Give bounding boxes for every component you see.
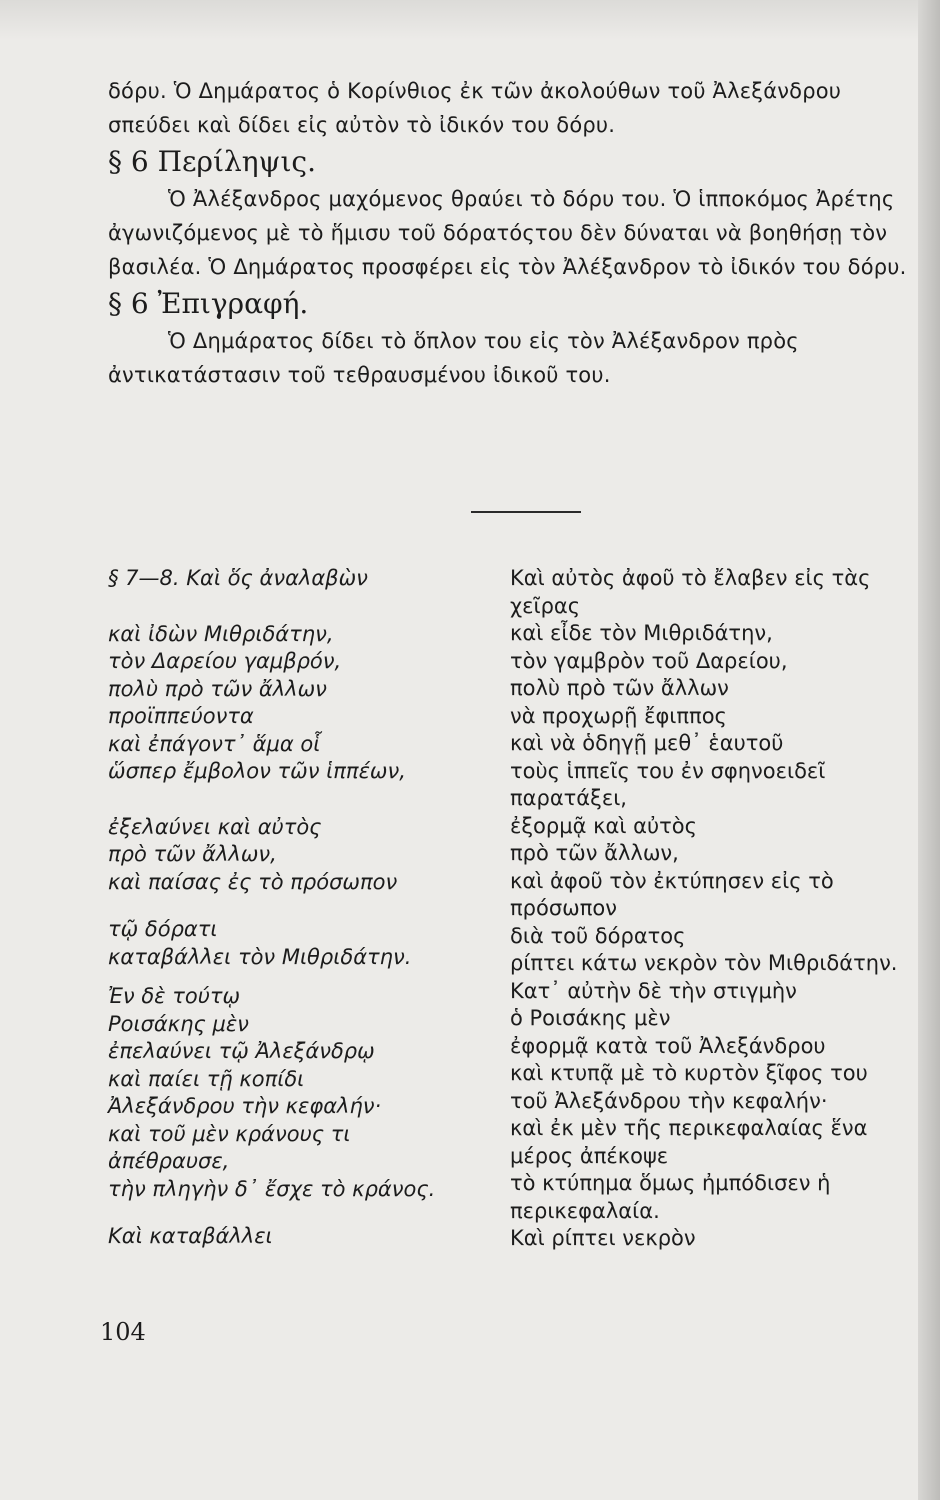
- page-edge: [918, 0, 940, 1500]
- translation-line: καὶ κτυπᾷ μὲ τὸ κυρτὸν ξῖφος του: [510, 1061, 868, 1085]
- translation-line: ἐξορμᾷ καὶ αὐτὸς: [510, 813, 697, 838]
- translation-line: ἐφορμᾷ κατὰ τοῦ Ἀλεξάνδρου: [510, 1033, 826, 1058]
- section-heading-inscription: § 6 Ἐπιγραφή.: [108, 287, 309, 320]
- greek-line: τὴν πληγὴν δ᾽ ἔσχε τὸ κράνος.: [108, 1176, 436, 1201]
- translation-line: πολὺ πρὸ τῶν ἄλλων: [510, 676, 729, 700]
- page-number: 104: [100, 1318, 146, 1346]
- translation-line: Καὶ ρίπτει νεκρὸν: [510, 1226, 696, 1250]
- translation-line: ὁ Ροισάκης μὲν: [510, 1006, 671, 1030]
- greek-line: ἐπελαύνει τῷ Ἀλεξάνδρῳ: [108, 1039, 375, 1063]
- greek-line: καὶ ἰδὼν Μιθριδάτην,: [108, 621, 334, 646]
- translation-line: μέρος ἀπέκοψε: [510, 1143, 669, 1168]
- translation-column: [510, 565, 920, 1253]
- translation-line: πρὸ τῶν ἄλλων,: [510, 841, 679, 865]
- translation-line: καὶ νὰ ὁδηγῇ μεθ᾽ ἑαυτοῦ: [510, 731, 784, 755]
- greek-line: καταβάλλει τὸν Μιθριδάτην.: [108, 944, 412, 969]
- translation-line: τοὺς ἱππεῖς του ἐν σφηνοειδεῖ παρατάξει,: [510, 758, 826, 810]
- greek-line: πολὺ πρὸ τῶν ἄλλων: [108, 676, 327, 701]
- translation-line: καὶ ἐκ μὲν τῆς περικεφαλαίας ἕνα: [510, 1116, 868, 1140]
- greek-line: καὶ τοῦ μὲν κράνους τι: [108, 1121, 351, 1146]
- greek-line: τῷ δόρατι: [108, 917, 218, 941]
- greek-line: ἐξελαύνει καὶ αὐτὸς: [108, 814, 322, 839]
- greek-line: Ροισάκης μὲν: [108, 1011, 249, 1036]
- divider: [471, 511, 581, 513]
- translation-line: νὰ προχωρῇ ἔφιππος: [510, 703, 727, 728]
- translation-line: Κατ᾽ αὐτὴν δὲ τὴν στιγμὴν: [510, 978, 797, 1003]
- greek-line: § 7—8. Καὶ ὅς ἀναλαβὼν: [108, 566, 368, 590]
- page-top-shadow: [0, 0, 940, 40]
- greek-line: ὥσπερ ἔμβολον τῶν ἱππέων,: [108, 759, 406, 783]
- translation-line: καὶ εἶδε τὸν Μιθριδάτην,: [510, 621, 773, 645]
- translation-line: καὶ ἀφοῦ τὸν ἐκτύπησεν εἰς τὸ πρόσωπον: [510, 868, 834, 920]
- paragraph-intro: δόρυ. Ὁ Δημάρατος ὁ Κορίνθιος ἐκ τῶν ἀκολούθων τοῦ Ἀλεξάνδρου σπεύδει καὶ δίδει εἰς αὐτὸν τὸ ἰδικόν του δόρυ.: [108, 79, 842, 137]
- section-heading-summary: § 6 Περίληψις.: [108, 145, 317, 178]
- translation-line: διὰ τοῦ δόρατος: [510, 923, 686, 948]
- translation-line: τὸν γαμβρὸν τοῦ Δαρείου,: [510, 648, 788, 673]
- paragraph-summary: Ὁ Ἀλέξανδρος μαχόμενος θραύει τὸ δόρυ του. Ὁ ἱπποκόμος Ἀρέτης ἀγωνιζόμενος μὲ τὸ ἥμισυ τοῦ δόρατόςτου δὲν δύναται νὰ βοηθήσῃ τὸν βασιλέα. Ὁ Δημάρατος προσφέρει εἰς τὸν Ἀλέξανδρον τὸ ἰδικόν του δόρυ.: [108, 187, 907, 279]
- translation-line: τοῦ Ἀλεξάνδρου τὴν κεφαλήν·: [510, 1088, 828, 1113]
- greek-line: καὶ ἐπάγοντ᾽ ἅμα οἷ: [108, 731, 321, 756]
- greek-line: καὶ παίσας ἐς τὸ πρόσωπον: [108, 869, 398, 894]
- translation-line: ρίπτει κάτω νεκρὸν τὸν Μιθριδάτην.: [510, 951, 898, 975]
- greek-line: Καὶ καταβάλλει: [108, 1224, 273, 1248]
- greek-line: ἀπέθραυσε,: [108, 1149, 230, 1173]
- paragraph-inscription: Ὁ Δημάρατος δίδει τὸ ὅπλον του εἰς τὸν Ἀλέξανδρον πρὸς ἀντικατάστασιν τοῦ τεθραυσμένου ἰδικοῦ του.: [108, 329, 799, 387]
- greek-line: τὸν Δαρείου γαμβρόν,: [108, 649, 342, 673]
- greek-line: καὶ παίει τῇ κοπίδι: [108, 1066, 305, 1091]
- prose-section: [108, 74, 918, 392]
- greek-line: προϊππεύοντα: [108, 704, 254, 728]
- translation-line: Καὶ αὐτὸς ἀφοῦ τὸ ἔλαβεν εἰς τὰς χεῖρας: [510, 566, 871, 618]
- greek-line: Ἐν δὲ τούτῳ: [108, 984, 241, 1008]
- greek-line: Ἀλεξάνδρου τὴν κεφαλήν·: [108, 1094, 382, 1118]
- greek-line: πρὸ τῶν ἄλλων,: [108, 842, 277, 866]
- translation-line: τὸ κτύπημα ὅμως ἠμπόδισεν ἡ περικεφαλαία.: [510, 1171, 831, 1223]
- greek-text-column: [108, 565, 488, 1251]
